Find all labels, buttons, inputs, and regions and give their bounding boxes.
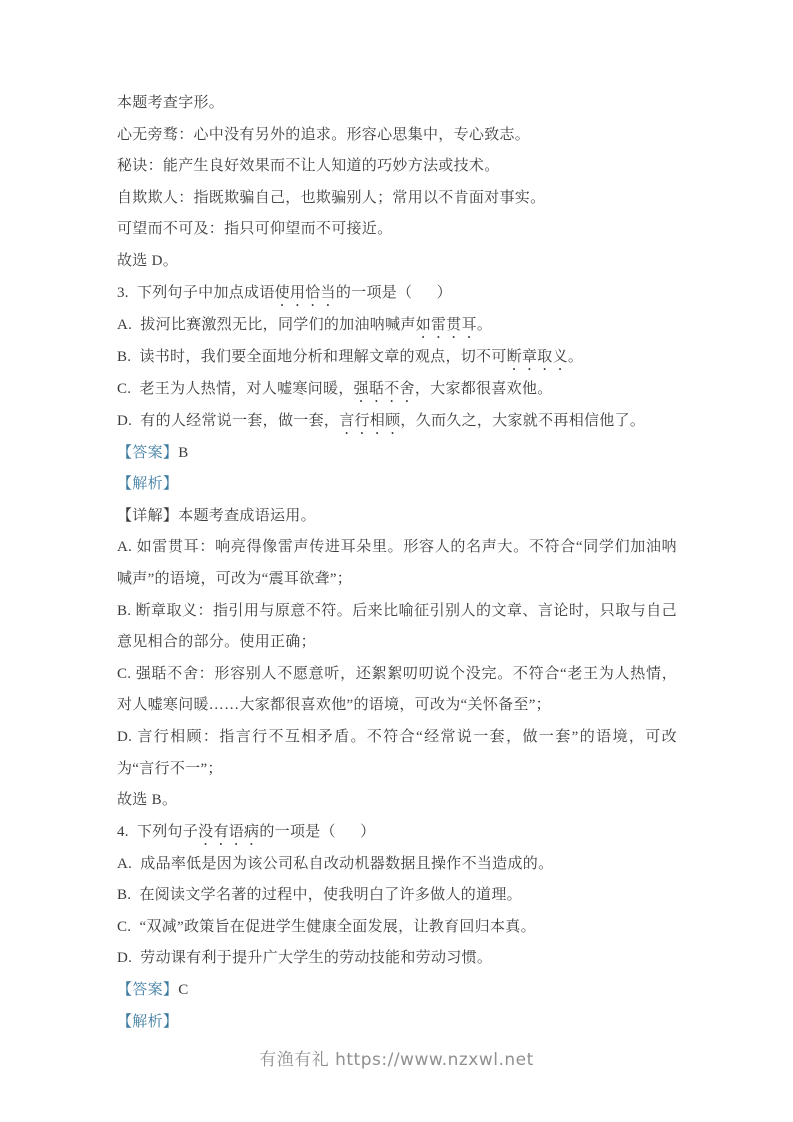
question-3-option-b [117,342,677,374]
section-label: 【答案】 [117,982,179,999]
text-segment: A. 如雷贯耳：响亮得像雷声传进耳朵里。形容人的名声大。不符合“同学们加油呐喊声”的语境，可改为“震耳欲聋”； [117,539,677,587]
analysis-option-d [117,722,677,785]
analysis-intro-q3 [117,501,677,533]
question-3-option-d [117,406,677,438]
text-segment: D. 言行相顾：指言行不互相矛盾。不符合“经常说一套，做一套”的语境，可改为“言行不一”； [117,728,677,777]
text-segment: ，久而久之，大家就不再相信他了。 [400,412,646,429]
text-segment: 。 [567,348,584,365]
question-4-stem [117,817,677,849]
text-segment: 的一项是（ ） [335,284,452,301]
text-segment: A. 成品率低是因为该公司私自改动机器数据且操作不当造成的。 [117,855,554,872]
text-segment: C. 强聒不舍：形容别人不愿意听，还絮絮叨叨说个没完。不符合“老王为人热情，对人嘘寒问暖……大家都很喜欢他”的语境，可改为“关怀备至”； [117,665,677,714]
analysis-label-q4 [117,1007,677,1039]
emphasized-idiom: 言行相顾 [339,412,401,429]
analysis-option-b [117,596,677,659]
emphasized-idiom: 断章取义 [506,348,568,365]
emphasized-idiom: 如雷贯耳 [415,316,477,333]
emphasized-idiom: 强聒不舍 [353,380,415,397]
text-segment: B. 读书时，我们要全面地分析和理解文章的观点，切不可 [117,348,507,365]
conclusion-line [117,785,677,817]
question-3-option-c [117,374,677,406]
text-segment: 4. 下列句子 [117,823,199,840]
idiom-definition [117,151,677,183]
analysis-option-c [117,659,677,722]
text-segment: 3. 下列句子中加点成语 [117,284,275,301]
section-label: 【解析】 [117,1013,179,1030]
analysis-label-q3 [117,469,677,501]
text-segment: ，大家都很喜欢他。 [414,380,553,397]
text-segment: C [178,982,189,999]
text-segment: 心无旁骛：心中没有另外的追求。形容心思集中，专心致志。 [117,126,531,143]
text-segment: C. 老王为人热情，对人嘘寒问暖， [117,380,354,397]
emphasized-idiom: 使用恰当 [274,284,336,301]
text-segment: 。 [476,316,493,333]
question-4-option-b [117,880,677,912]
document-content [117,88,677,1038]
text-segment: 自欺欺人：指既欺骗自己，也欺骗别人；常用以不肯面对事实。 [117,189,546,206]
question-4-option-c [117,912,677,944]
answer-line-q4 [117,975,677,1007]
text-segment: C. “双减”政策旨在促进学生健康全面发展，让教育回归本真。 [117,918,536,935]
question-3-option-a [117,310,677,342]
text-segment: 故选 B。 [117,792,178,809]
idiom-definition [117,183,677,215]
question-4-option-d [117,943,677,975]
paragraphs [117,88,677,1038]
question-4-option-a [117,849,677,881]
text-segment: 故选 D。 [117,252,179,269]
text-segment: B [178,444,189,461]
conclusion-line [117,246,677,278]
emphasized-idiom: 没有语病 [198,823,260,840]
text-segment: B. 在阅读文学名著的过程中，使我明白了许多做人的道理。 [117,887,522,904]
text-segment: A. 拔河比赛激烈无比，同学们的加油呐喊声 [117,316,416,333]
text-segment: 可望而不可及：指只可仰望而不可接近。 [117,221,393,238]
text-segment: 【详解】本题考查成语运用。 [117,507,316,524]
section-label: 【解析】 [117,476,179,493]
idiom-definition [117,214,677,246]
text-segment: B. 断章取义：指引用与原意不符。后来比喻征引别人的文章、言论时，只取与自己意见相合的部分。使用正确； [117,602,677,651]
analysis-option-a [117,532,677,595]
text-segment: 的一项是（ ） [259,823,376,840]
question-3-stem [117,278,677,310]
idiom-definition [117,120,677,152]
footer-watermark: 有渔有礼 https://www.nzxwl.net [259,1050,534,1070]
answer-line-q3 [117,438,677,470]
explanation-intro-q2 [117,88,677,120]
text-segment: D. 劳动课有利于提升广大学生的劳动技能和劳动习惯。 [117,950,493,967]
section-label: 【答案】 [117,444,179,461]
text-segment: 本题考查字形。 [117,95,225,111]
text-segment: D. 有的人经常说一套，做一套， [117,412,340,429]
text-segment: 秘诀：能产生良好效果而不让人知道的巧妙方法或技术。 [117,158,500,175]
